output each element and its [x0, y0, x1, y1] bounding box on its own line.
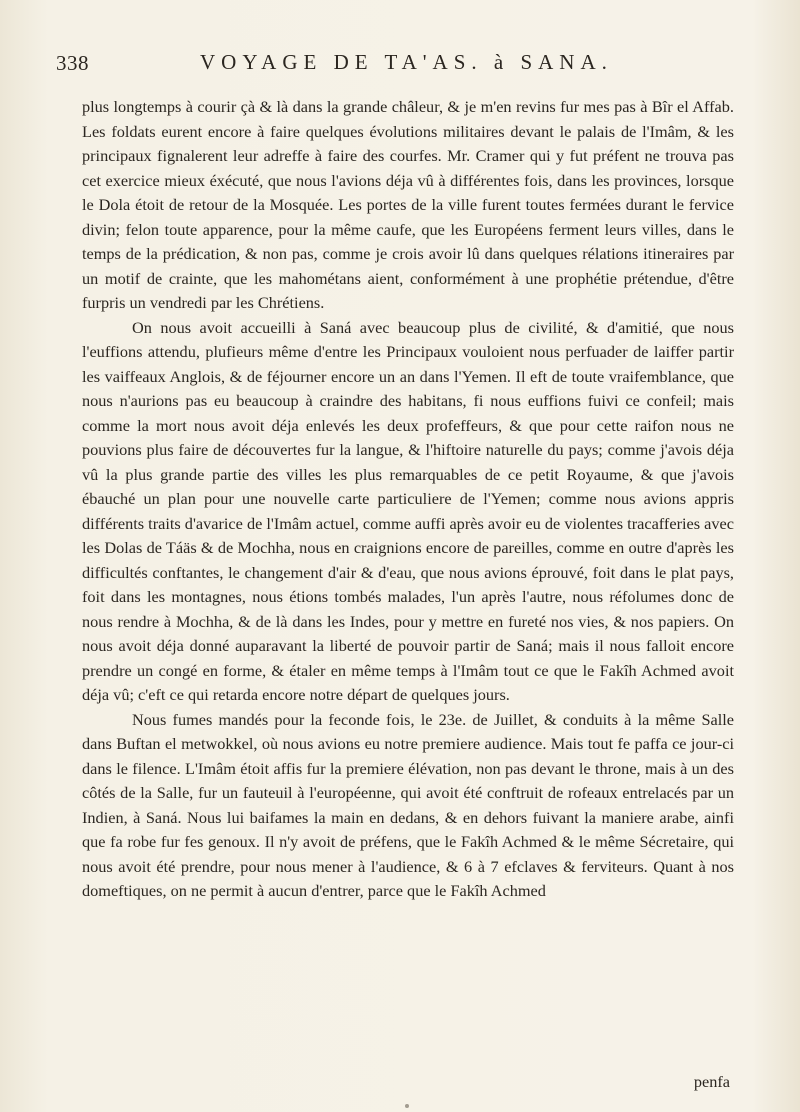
body-text	[82, 95, 734, 904]
paragraph-3: Nous fumes mandés pour la feconde fois, le 23e. de Juillet, & conduits à la même Salle dans Buftan el metwokkel, où nous avions eu notre premiere audience. Mais tout fe paffa ce jour-ci dans le filence. L'Imâm étoit affis fur la premiere élévation, non pas devant le throne, mais à un des côtés de la Salle, fur un fauteuil à l'européenne, qui avoit été conftruit de rofeaux entrelacés par un Indien, à Saná. Nous lui baifames la main en dedans, & en dehors fuivant la maniere arabe, ainfi que fa robe fur fes genoux. Il n'y avoit de préfens, que le Fakîh Achmed & le même Sécretaire, qui nous avoit été prendre, pour nous mener à l'audience, & 6 à 7 efclaves & ferviteurs. Quant à nos domeftiques, on ne permit à aucun d'entrer, parce que le Fakîh Achmed	[82, 709, 734, 900]
catchword: penfa	[693, 1072, 730, 1091]
ink-speck	[405, 1104, 409, 1108]
page-number: 338	[56, 51, 89, 75]
paragraph-1: plus longtemps à courir çà & là dans la grande châleur, & je m'en revins fur mes pas à Bîr el Affab. Les foldats eurent encore à faire quelques évolutions militaires devant le palais de l'Imâm, & les principaux fignalerent leur adreffe à faire des courfes. Mr. Cramer qui y fut préfent ne trouva pas cet exercice mieux éxécuté, que nous l'avions déja vû à différentes fois, dans les provinces, lorsque le Dola étoit de retour de la Mosquée. Les portes de la ville furent toutes fermées durant le fervice divin; felon toute apparence, pour la même caufe, que les Européens ferment leurs villes, dans le temps de la prédication, & non pas, comme je crois avoir lû dans quelques rélations itineraires par un motif de crainte, que les mahométans aient, conformément à une prophétie prétendue, d'être furpris un vendredi par les Chrétiens.	[82, 97, 734, 312]
running-title: VOYAGE DE TA'AS. à SANA.	[200, 50, 613, 74]
paragraph-2: On nous avoit accueilli à Saná avec beaucoup plus de civilité, & d'amitié, que nous l'euffions attendu, plufieurs même d'entre les Principaux vouloient nous perfuader de laiffer partir les vaiffeaux Anglois, & de féjourner encore un an dans l'Yemen. Il eft de toute vraifemblance, que nous n'aurions pas eu beaucoup à craindre des habitans, fi nous euffions fuivi ce confeil; mais comme la mort nous avoit déja enlevés les deux profeffeurs, & que pour cette raifon nous ne pouvions plus faire de découvertes fur la langue, & l'hiftoire naturelle du pays; comme j'avois déja vû la plus grande partie des villes les plus remarquables de ce petit Royaume, & que j'avois ébauché un plan pour une nouvelle carte particuliere de l'Yemen; comme nous avions appris différents traits d'avarice de l'Imâm actuel, comme auffi après avoir eu de violentes tracafferies avec les Dolas de Táäs & de Mochha, nous en craignions encore de pareilles, comme en outre d'après les difficultés conftantes, le changement d'air & d'eau, que nous avions éprouvé, foit dans le plat pays, foit dans les montagnes, nous étions tombés malades, l'un après l'autre, nous réfolumes donc de nous rendre à Mochha, & de là dans les Indes, pour y mettre en fureté nos vies, & nos papiers. On nous avoit déja donné auparavant la liberté de pouvoir partir de Saná; mais il nous falloit encore prendre un congé en forme, & étaler en même temps à l'Imâm tout ce que le Fakîh Achmed avoit déja vû; c'eft ce qui retarda encore notre départ de quelques jours.	[82, 317, 734, 704]
